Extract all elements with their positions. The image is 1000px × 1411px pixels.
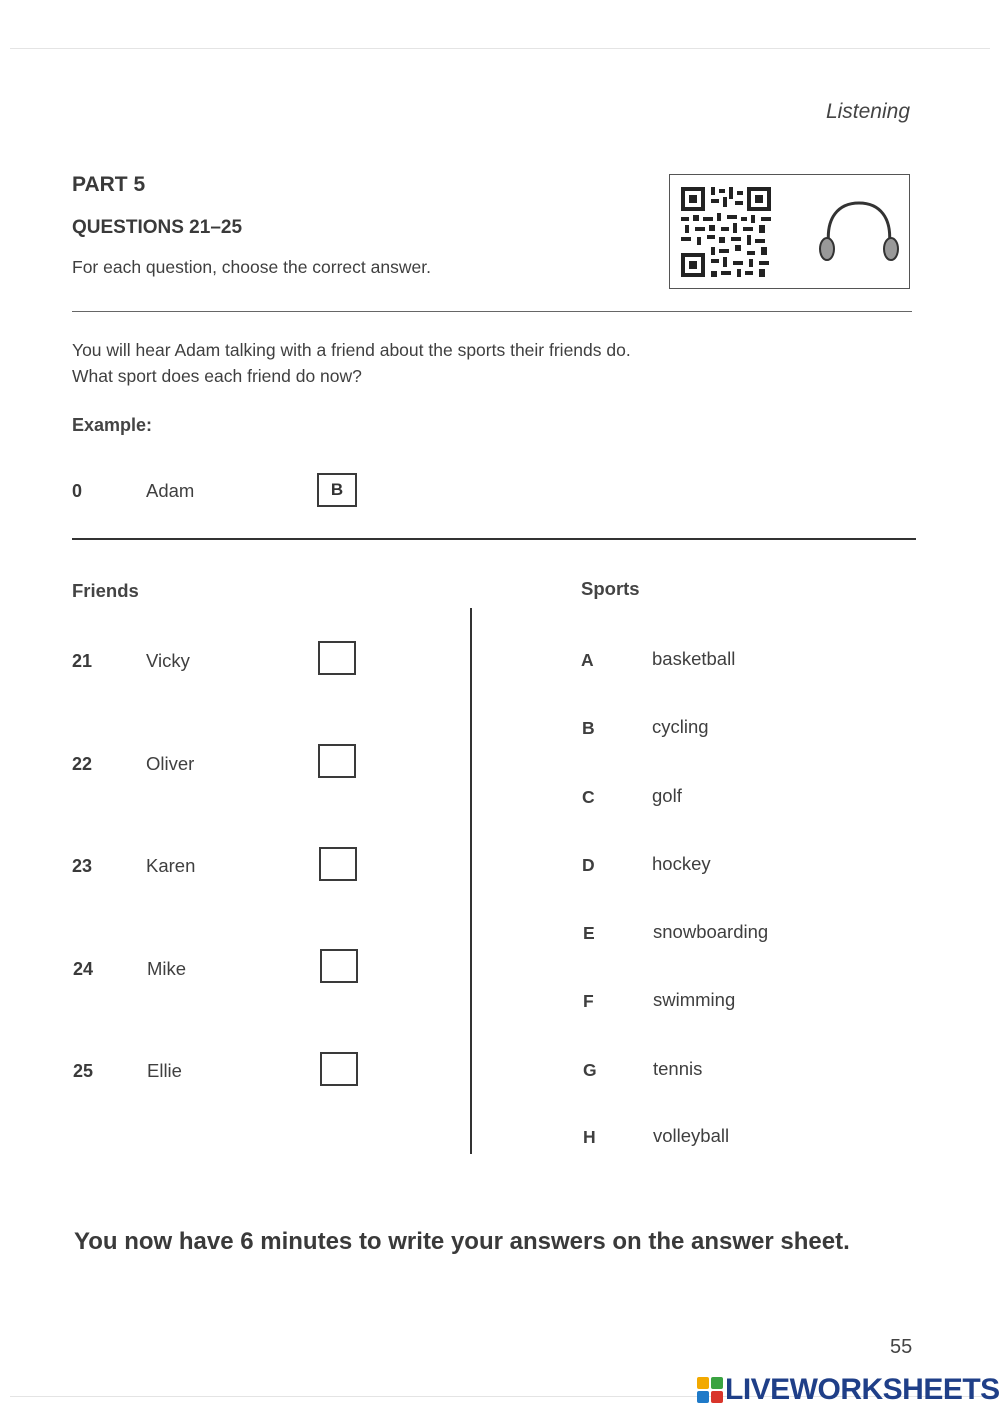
friend-name: Vicky [146,650,190,671]
example-label: Example: [72,415,153,435]
liveworksheets-logo-icon [697,1377,723,1403]
example-name: Adam [146,480,195,501]
divider [72,311,912,312]
option-letter: F [583,991,594,1011]
sport-option: swimming [653,989,736,1010]
option-letter: C [582,787,595,807]
example-answer-box: B [317,473,357,507]
answer-box-21[interactable] [318,641,356,675]
top-scan-rule [10,48,990,49]
section-label: Listening [825,100,910,123]
qr-code-icon[interactable] [681,187,771,277]
sport-option: snowboarding [653,921,769,942]
friend-name: Karen [146,855,196,876]
question-number: 21 [72,651,93,671]
option-letter: E [583,923,595,943]
friend-name: Oliver [146,753,195,774]
questions-range: QUESTIONS 21–25 [72,217,243,238]
page-number: 55 [890,1336,913,1358]
closing-instruction: You now have 6 minutes to write your answers on the answer sheet. [74,1228,850,1255]
sports-heading: Sports [581,578,640,599]
task-description: You will hear Adam talking with a friend about the sports their friends do. [72,340,631,360]
option-letter: H [583,1127,596,1147]
question-number: 23 [72,856,93,876]
task-question: What sport does each friend do now? [72,366,362,386]
option-letter: G [583,1060,597,1080]
sport-option: golf [652,785,682,806]
question-number: 22 [72,754,93,774]
answer-box-25[interactable] [320,1052,358,1086]
friend-name: Mike [147,958,187,979]
brand-watermark[interactable] [697,1374,1000,1406]
option-letter: D [582,855,595,875]
sport-option: basketball [652,648,736,669]
answer-box-23[interactable] [319,847,357,881]
answer-box-22[interactable] [318,744,356,778]
example-number: 0 [72,481,83,501]
sport-option: volleyball [653,1125,730,1146]
brand-name: LIVEWORKSHEETS [725,1373,1000,1406]
answer-box-24[interactable] [320,949,358,983]
friends-heading: Friends [72,580,139,601]
sport-option: cycling [652,716,709,737]
instruction-text: For each question, choose the correct answer. [72,257,431,277]
sport-option: tennis [653,1058,703,1079]
option-letter: A [581,650,594,670]
friend-name: Ellie [147,1060,182,1081]
divider [72,538,916,540]
sport-option: hockey [652,853,711,874]
question-number: 25 [73,1061,94,1081]
question-number: 24 [73,959,94,979]
option-letter: B [582,718,595,738]
column-divider [470,608,472,1154]
headphones-icon [815,197,903,269]
part-title: PART 5 [72,173,146,196]
